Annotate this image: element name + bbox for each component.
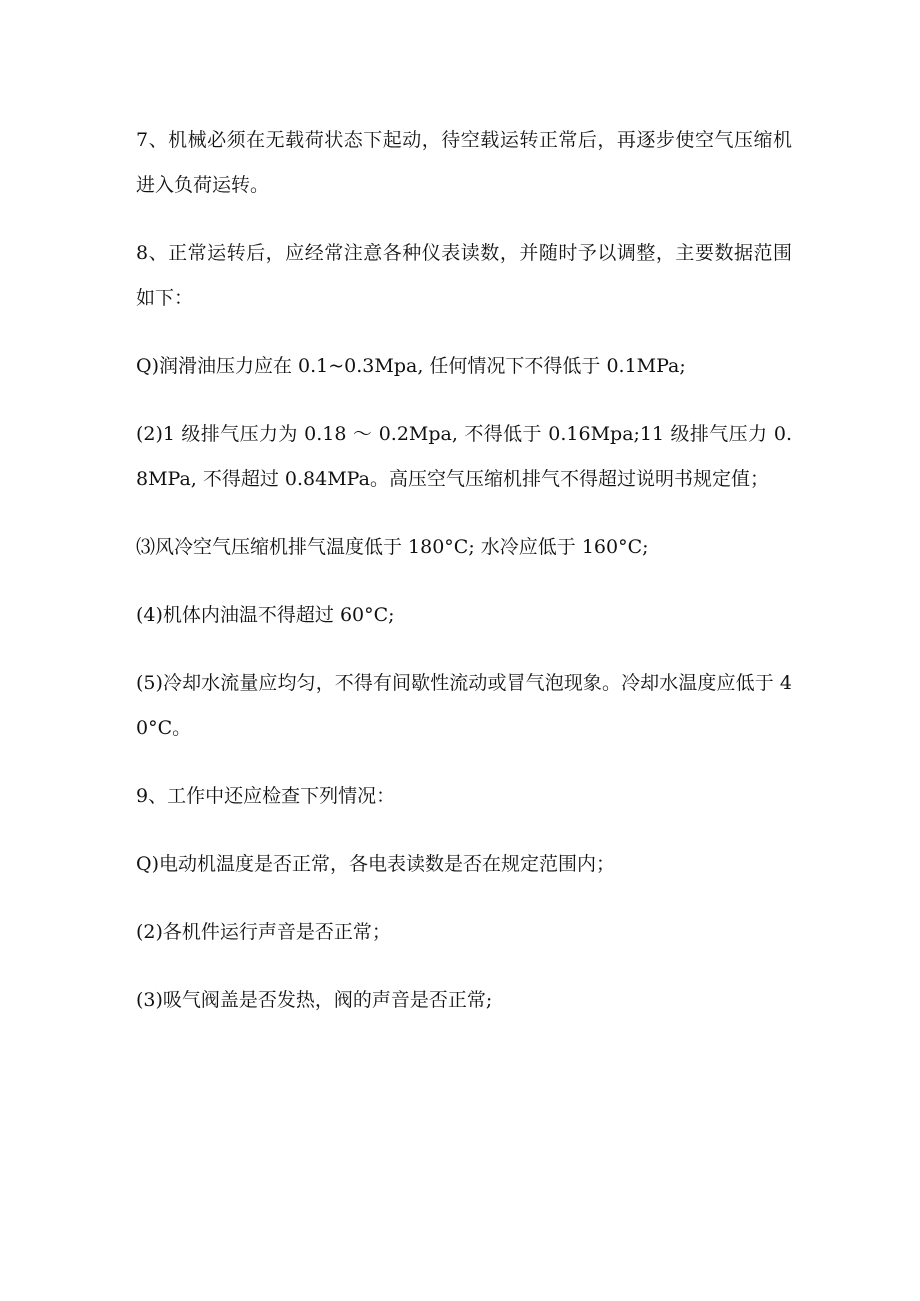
paragraph-exhaust-pressure: (2)1 级排气压力为 0.18 ～ 0.2Mpa, 不得低于 0.16Mpa;11 级排气压力 0.8MPa, 不得超过 0.84MPa。高压空气压缩机排气不得超过说明书规定值；	[136, 423, 792, 490]
paragraph-oil-temperature: (4)机体内油温不得超过 60°C;	[136, 604, 395, 626]
paragraph-motor-temperature: Q)电动机温度是否正常，各电表读数是否在规定范围内；	[136, 853, 615, 875]
paragraph-intake-valve: (3)吸气阀盖是否发热，阀的声音是否正常;	[136, 989, 493, 1011]
document-body	[136, 118, 792, 1046]
paragraph-exhaust-temperature: ⑶风冷空气压缩机排气温度低于 180°C; 水冷应低于 160°C;	[136, 536, 649, 558]
paragraph-item-9: 9、工作中还应检查下列情况：	[136, 785, 396, 807]
paragraph-item-8: 8、正常运转后，应经常注意各种仪表读数，并随时予以调整，主要数据范围如下：	[136, 242, 792, 309]
paragraph-machine-sound: (2)各机件运行声音是否正常；	[136, 921, 391, 943]
paragraph-item-7: 7、机械必须在无载荷状态下起动，待空载运转正常后，再逐步使空气压缩机进入负荷运转。	[136, 129, 792, 196]
paragraph-lubricating-oil-pressure: Q)润滑油压力应在 0.1~0.3Mpa, 任何情况下不得低于 0.1MPa;	[136, 355, 686, 377]
paragraph-cooling-water: (5)冷却水流量应均匀，不得有间歇性流动或冒气泡现象。冷却水温度应低于 40°C。	[136, 672, 792, 739]
